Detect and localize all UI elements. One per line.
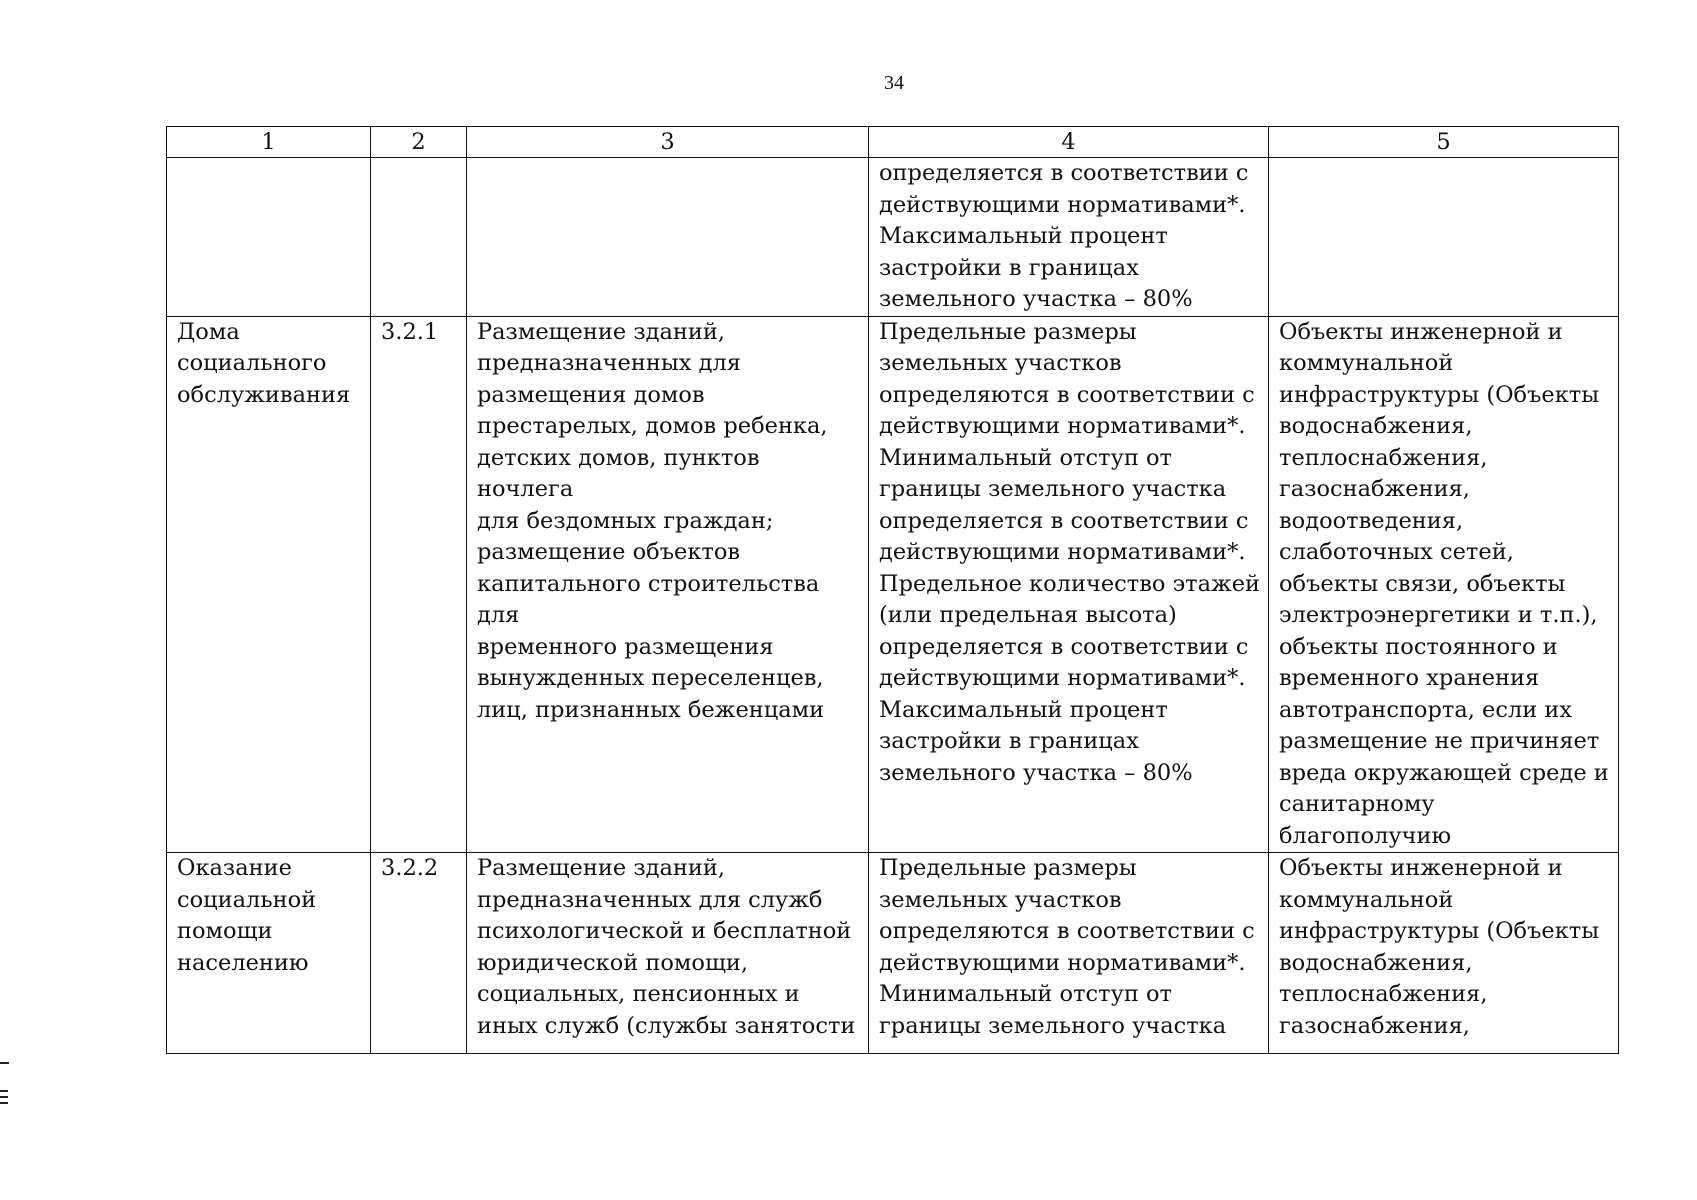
use-description-cell — [467, 853, 869, 1054]
scan-edge-mark — [0, 1090, 8, 1092]
column-header-5: 5 — [1269, 127, 1619, 158]
use-code: 3.2.2 — [381, 855, 439, 881]
use-code-cell — [371, 853, 467, 1054]
use-name-cell — [167, 853, 371, 1054]
parameters-cell — [869, 853, 1269, 1054]
use-code: 3.2.1 — [381, 318, 439, 345]
accessory-uses: Объекты инженерной и коммунальной инфраструктуры (Объекты водоснабжения, теплоснабжения, газоснабжения, водоотведения, слаботочных сетей, объекты связи, объекты электроэнергетики и т.п.), объекты постоянного и временного хранения автотранспорта, если их размещение не причиняет вреда окружающей среде и санитарному благополучию — [1279, 318, 1609, 849]
column-header-3: 3 — [467, 127, 869, 158]
use-name-cell — [167, 316, 371, 853]
column-header-1: 1 — [167, 127, 371, 158]
parameters-text: Предельные размеры земельных участков определяются в соответствии с действующими нормативами*. Минимальный отступ от границы земельного участка определяется в соответствии с действующими нормативами*. Предельное количество этажей (или предельная высота) определяется в соответствии с действующими нормативами*. Максимальный процент застройки в границах земельного участка – 80% — [879, 318, 1261, 786]
parameters-cell — [869, 316, 1269, 853]
use-description: Размещение зданий, предназначенных для размещения домов престарелых, домов ребенка, детских домов, пунктов ночлега для бездомных граждан; размещение объектов капитального строительства для временного размещения вынужденных переселенцев, лиц, признанных беженцами — [477, 318, 828, 723]
use-description-cell — [467, 158, 869, 317]
accessory-uses-cell — [1269, 158, 1619, 317]
parameters-text: Предельные размеры земельных участков определяются в соответствии с действующими нормативами*. Минимальный отступ от границы земельного участка — [879, 855, 1255, 1039]
column-header-4: 4 — [869, 127, 1269, 158]
table-row — [167, 853, 1619, 1054]
permitted-use-table — [166, 126, 1619, 1054]
scan-edge-mark — [0, 1102, 8, 1104]
page-number: 34 — [884, 72, 904, 94]
use-description-cell — [467, 316, 869, 853]
parameters-cell — [869, 158, 1269, 317]
parameters-text: определяется в соответствии с действующими нормативами*. Максимальный процент застройки в границах земельного участка – 80% — [879, 160, 1249, 312]
use-code-cell — [371, 316, 467, 853]
table-row — [167, 316, 1619, 853]
use-name: Дома социального обслуживания — [177, 318, 351, 408]
table-header-row — [167, 127, 1619, 158]
use-description: Размещение зданий, предназначенных для служб психологической и бесплатной юридической помощи, социальных, пенсионных и иных служб (службы занятости — [477, 855, 856, 1039]
table-row — [167, 158, 1619, 317]
accessory-uses-cell — [1269, 316, 1619, 853]
column-header-2: 2 — [371, 127, 467, 158]
scan-edge-mark — [0, 1062, 9, 1064]
use-name-cell — [167, 158, 371, 317]
use-name: Оказание социальной помощи населению — [177, 855, 317, 976]
accessory-uses: Объекты инженерной и коммунальной инфраструктуры (Объекты водоснабжения, теплоснабжения, газоснабжения, — [1279, 855, 1600, 1039]
accessory-uses-cell — [1269, 853, 1619, 1054]
use-code-cell — [371, 158, 467, 317]
scan-edge-mark — [0, 1096, 8, 1098]
